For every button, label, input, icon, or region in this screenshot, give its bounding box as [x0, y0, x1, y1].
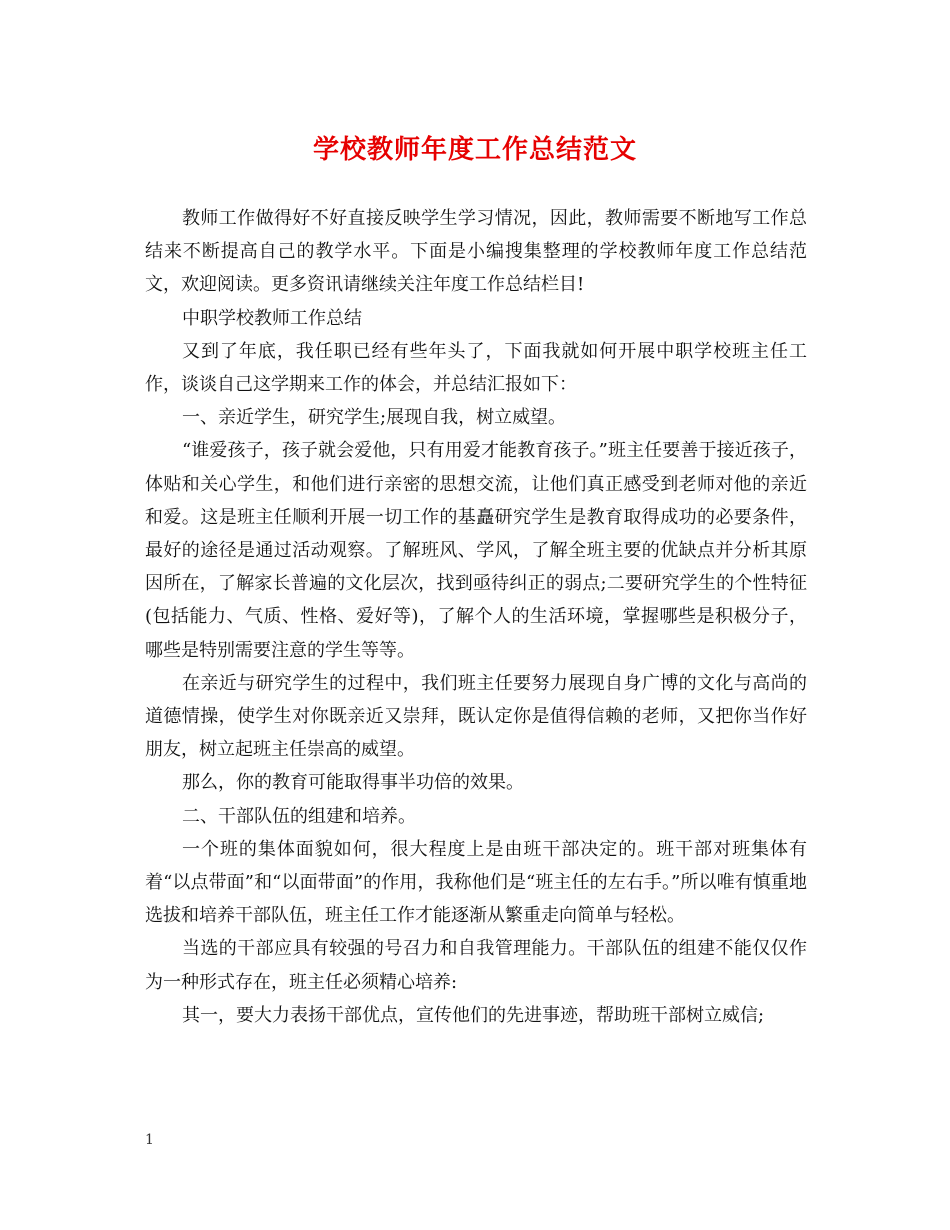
paragraph: 在亲近与研究学生的过程中，我们班主任要努力展现自身广博的文化与高尚的道德情操，使学生对你既亲近又崇拜，既认定你是值得信赖的老师，又把你当作好朋友，树立起班主任崇高的威望。 — [145, 672, 807, 761]
document-body — [145, 202, 807, 1032]
section-heading: 一、亲近学生，研究学生;展现自我，树立威望。 — [182, 407, 567, 429]
page-number: 1 — [145, 1132, 154, 1148]
paragraph: “谁爱孩子，孩子就会爱他，只有用爱才能教育孩子。”班主任要善于接近孩子，体贴和关心学生，和他们进行亲密的思想交流，让他们真正感受到老师对他的亲近和爱。这是班主任顺利开展一切工作的基矗研究学生是教育取得成功的必要条件，最好的途径是通过活动观察。了解班风、学风，了解全班主要的优缺点并分析其原因所在，了解家长普遍的文化层次，找到亟待纠正的弱点;二要研究学生的个性特征(包括能力、气质、性格、爱好等)，了解个人的生活环境，掌握哪些是积极分子，哪些是特别需要注意的学生等等。 — [145, 440, 807, 661]
paragraph-intro: 教师工作做得好不好直接反映学生学习情况，因此，教师需要不断地写工作总结来不断提高自己的教学水平。下面是小编搜集整理的学校教师年度工作总结范文，欢迎阅读。更多资讯请继续关注年度工作总结栏目! — [145, 208, 807, 296]
paragraph: 一个班的集体面貌如何，很大程度上是由班干部决定的。班干部对班集体有着“以点带面”和“以面带面”的作用，我称他们是“班主任的左右手。”所以唯有慎重地选拔和培养干部队伍，班主任工作才能逐渐从繁重走向简单与轻松。 — [145, 838, 807, 927]
document-title: 学校教师年度工作总结范文 — [312, 135, 637, 165]
paragraph-subtitle: 中职学校教师工作总结 — [182, 307, 362, 329]
paragraph: 那么，你的教育可能取得事半功倍的效果。 — [182, 772, 524, 794]
paragraph: 其一，要大力表扬干部优点，宣传他们的先进事迹，帮助班干部树立威信; — [182, 1004, 765, 1026]
paragraph: 当选的干部应具有较强的号召力和自我管理能力。干部队伍的组建不能仅仅作为一种形式存在，班主任必须精心培养: — [145, 938, 807, 993]
paragraph: 又到了年底，我任职已经有些年头了，下面我就如何开展中职学校班主任工作，谈谈自己这学期来工作的体会，并总结汇报如下： — [145, 340, 807, 396]
section-heading: 二、干部队伍的组建和培养。 — [182, 805, 416, 827]
